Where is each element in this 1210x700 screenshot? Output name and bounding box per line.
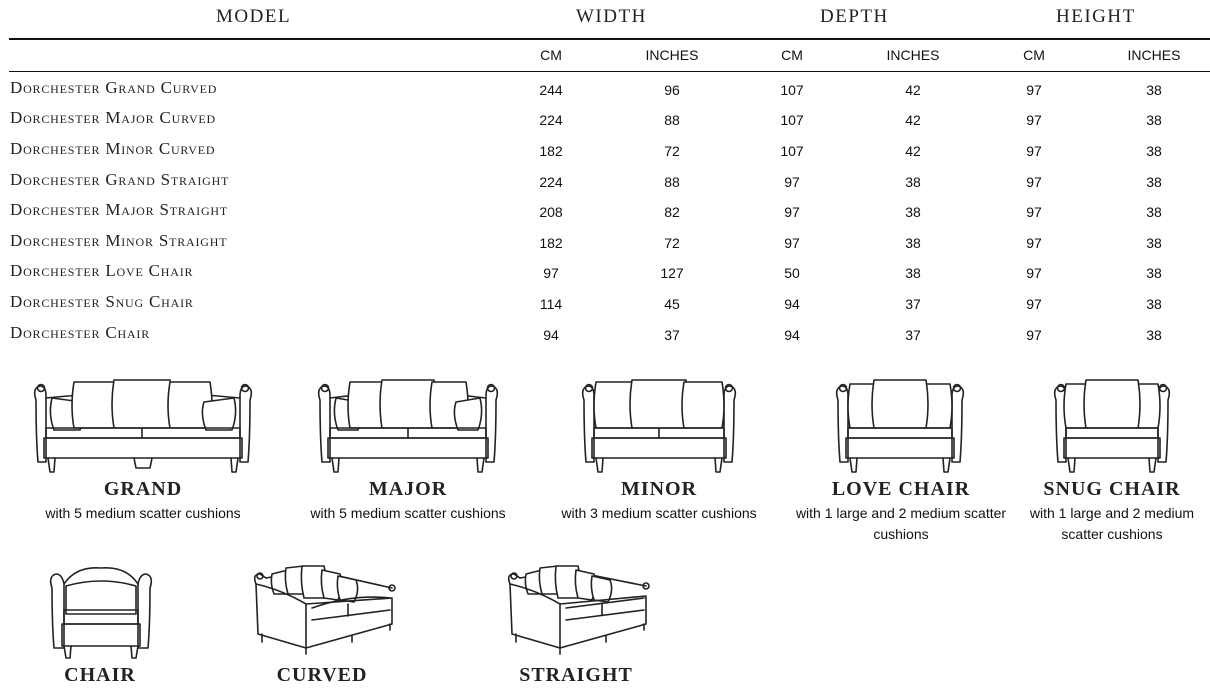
sofa-minor-icon [578,378,740,474]
width-in: 127 [660,265,684,281]
height-in: 38 [1146,143,1162,159]
height-cm: 97 [1026,296,1042,312]
caption-curved: CURVED [276,664,368,686]
description-major: with 5 medium scatter cushions [310,505,506,521]
width-cm: 97 [543,265,559,281]
caption-grand: GRAND [103,478,183,500]
model-name: Dorchester Major Straight [10,200,229,219]
width-in: 45 [664,296,680,312]
depth-in: 37 [905,327,921,343]
description-grand: with 5 medium scatter cushions [45,505,241,521]
depth-cm: 94 [784,327,800,343]
depth-cm: 50 [784,265,800,281]
height-cm: 97 [1026,143,1042,159]
depth-in: 37 [905,296,921,312]
height-in: 38 [1146,82,1162,98]
caption-chair: CHAIR [64,664,136,686]
height-in: 38 [1146,235,1162,251]
caption-love-chair: LOVE CHAIR [831,478,971,500]
depth-cm: 94 [784,296,800,312]
depth-cm: 97 [784,174,800,190]
depth-in: 42 [905,112,921,128]
table-row [0,78,1210,108]
caption-minor: MINOR [620,478,698,500]
model-name: Dorchester Minor Curved [10,139,216,158]
width-inches-header: INCHES [645,47,699,63]
table-row [0,200,1210,230]
subheader-rule [9,71,1210,72]
header-width: WIDTH [576,6,647,27]
depth-cm: 107 [780,82,804,98]
width-cm: 114 [539,296,563,312]
width-cm: 244 [539,82,563,98]
table-row [0,139,1210,169]
height-cm: 97 [1026,112,1042,128]
model-name: Dorchester Love Chair [10,261,194,280]
height-inches-header: INCHES [1127,47,1181,63]
sofa-straight-icon [506,564,654,656]
width-in: 72 [664,143,680,159]
height-cm: 97 [1026,174,1042,190]
description-love-chair: with 1 large and 2 medium scatter cushions [795,505,1007,542]
table-row [0,292,1210,322]
model-name: Dorchester Grand Straight [10,170,230,189]
width-in: 72 [664,235,680,251]
width-cm: 208 [539,204,563,220]
width-in: 88 [664,174,680,190]
width-in: 88 [664,112,680,128]
height-cm: 97 [1026,327,1042,343]
width-cm: 182 [539,143,563,159]
model-name: Dorchester Snug Chair [10,292,194,311]
depth-in: 38 [905,174,921,190]
width-cm: 182 [539,235,563,251]
depth-cm-header: CM [781,47,803,63]
caption-straight: STRAIGHT [519,664,633,686]
description-minor: with 3 medium scatter cushions [561,505,757,521]
height-cm: 97 [1026,204,1042,220]
width-in: 82 [664,204,680,220]
caption-snug-chair: SNUG CHAIR [1043,478,1181,500]
height-cm: 97 [1026,265,1042,281]
depth-cm: 97 [784,235,800,251]
height-in: 38 [1146,265,1162,281]
sofa-curved-icon [252,564,400,656]
love-chair-icon [832,378,968,474]
depth-in: 42 [905,82,921,98]
header-model: MODEL [216,6,292,27]
depth-in: 42 [905,143,921,159]
height-cm: 97 [1026,235,1042,251]
table-row [0,108,1210,138]
model-name: Dorchester Grand Curved [10,78,218,97]
height-in: 38 [1146,112,1162,128]
depth-cm: 107 [780,143,804,159]
model-name: Dorchester Minor Straight [10,231,228,250]
model-name: Dorchester Major Curved [10,108,217,127]
snug-chair-icon [1050,378,1174,474]
header-height: HEIGHT [1056,6,1136,27]
depth-inches-header: INCHES [886,47,940,63]
width-cm: 224 [539,112,563,128]
height-in: 38 [1146,174,1162,190]
width-cm: 224 [539,174,563,190]
table-row [0,231,1210,261]
height-in: 38 [1146,327,1162,343]
sofa-grand-icon [30,378,256,474]
width-in: 96 [664,82,680,98]
table-row [0,261,1210,291]
table-row [0,323,1210,353]
table-row [0,170,1210,200]
caption-major: MAJOR [368,478,448,500]
height-cm-header: CM [1023,47,1045,63]
width-in: 37 [664,327,680,343]
depth-in: 38 [905,204,921,220]
header-depth: DEPTH [820,6,889,27]
width-cm: 94 [543,327,559,343]
chair-icon [46,564,156,660]
depth-in: 38 [905,265,921,281]
description-snug-chair: with 1 large and 2 medium scatter cushions [1029,505,1195,542]
depth-in: 38 [905,235,921,251]
sofa-major-icon [314,378,502,474]
height-cm: 97 [1026,82,1042,98]
height-in: 38 [1146,296,1162,312]
height-in: 38 [1146,204,1162,220]
depth-cm: 107 [780,112,804,128]
model-name: Dorchester Chair [10,323,151,342]
header-rule [9,38,1210,40]
width-cm-header: CM [540,47,562,63]
depth-cm: 97 [784,204,800,220]
